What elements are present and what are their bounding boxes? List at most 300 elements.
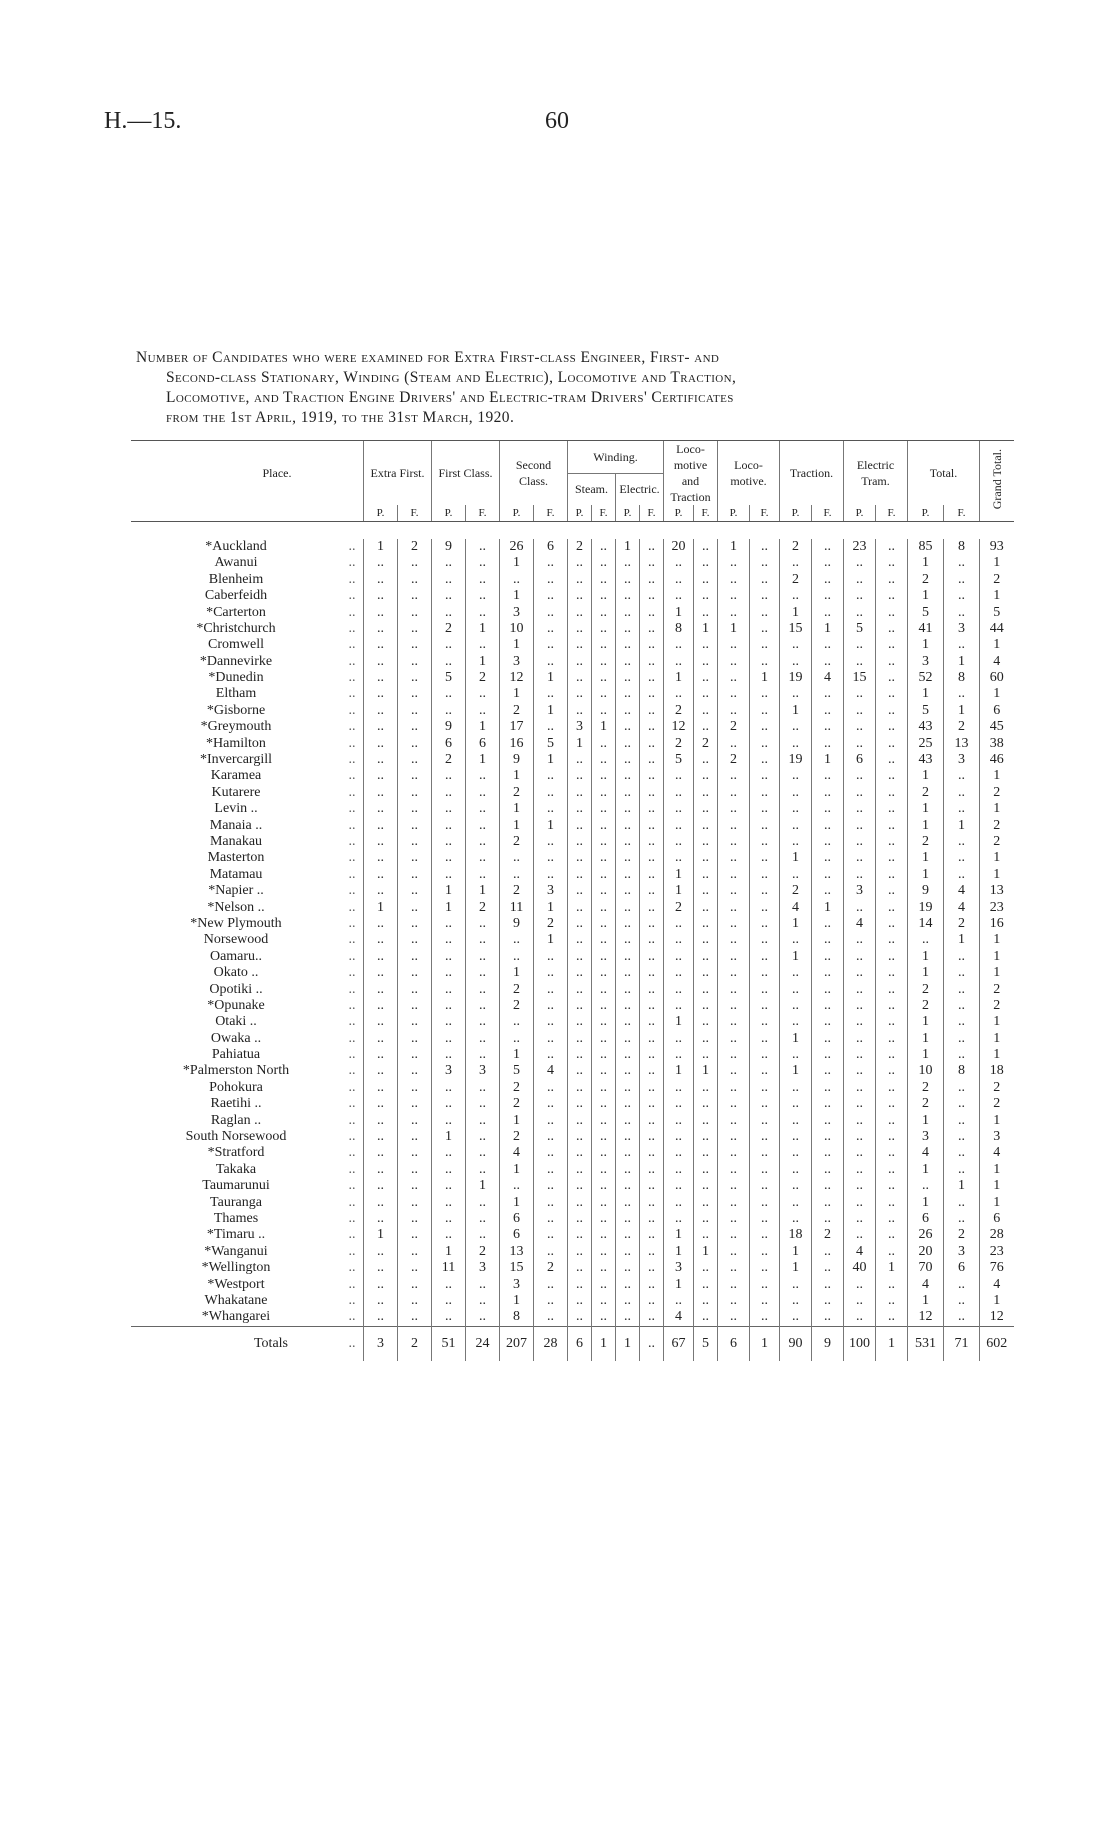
count-cell: .. [592, 981, 616, 997]
count-cell: .. [694, 670, 718, 686]
count-cell: .. [750, 949, 780, 965]
count-cell: .. [812, 1178, 844, 1194]
count-cell: .. [466, 1293, 500, 1309]
table-row [131, 1227, 1014, 1243]
count-cell: .. [616, 670, 640, 686]
count-cell: .. [750, 1129, 780, 1145]
count-cell: 1 [432, 883, 466, 899]
count-cell: .. [876, 1276, 908, 1292]
count-cell: .. [718, 555, 750, 571]
leader-dots: .. [348, 817, 356, 833]
count-cell: .. [592, 1178, 616, 1194]
leader-dots: .. [348, 735, 356, 751]
count-cell: 1 [908, 1014, 944, 1030]
count-cell: .. [640, 1309, 664, 1326]
count-cell: .. [664, 1211, 694, 1227]
count-cell: 40 [844, 1260, 876, 1276]
count-cell: .. [616, 1096, 640, 1112]
title-line: Second-class Stationary, Winding (Steam and Electric), Locomotive and Traction, [166, 369, 737, 386]
count-cell: .. [568, 1145, 592, 1161]
candidates-table [131, 440, 1014, 1361]
count-cell: .. [664, 1145, 694, 1161]
count-cell: .. [616, 752, 640, 768]
count-cell: 2 [500, 1129, 534, 1145]
count-cell: .. [568, 654, 592, 670]
count-cell: .. [568, 621, 592, 637]
count-cell: .. [812, 588, 844, 604]
count-cell: .. [844, 932, 876, 948]
count-cell: 2 [466, 670, 500, 686]
table-row [131, 916, 1014, 932]
count-cell: .. [640, 949, 664, 965]
count-cell: .. [718, 850, 750, 866]
grand-total-cell: 12 [980, 1309, 1014, 1326]
count-cell: .. [944, 1309, 980, 1326]
count-cell: .. [844, 965, 876, 981]
count-cell: .. [780, 801, 812, 817]
count-cell: .. [616, 621, 640, 637]
grand-total-cell: 2 [980, 1080, 1014, 1096]
grand-total-cell: 46 [980, 752, 1014, 768]
table-row [131, 1162, 1014, 1178]
count-cell: .. [750, 1227, 780, 1243]
table-row [131, 1129, 1014, 1145]
count-cell: .. [616, 686, 640, 702]
count-cell: .. [812, 981, 844, 997]
count-cell: .. [616, 1211, 640, 1227]
count-cell: 3 [908, 1129, 944, 1145]
count-cell: .. [364, 1309, 398, 1326]
count-cell: .. [750, 1014, 780, 1030]
count-cell: .. [466, 916, 500, 932]
header-loco-traction: Loco- motive and Traction [664, 441, 718, 506]
count-cell: .. [876, 621, 908, 637]
table-row [131, 998, 1014, 1014]
place-name: Thames [213, 1210, 259, 1226]
count-cell: .. [944, 1162, 980, 1178]
count-cell: .. [694, 1145, 718, 1161]
header-p: P. [718, 505, 750, 522]
count-cell: .. [780, 1145, 812, 1161]
count-cell: .. [944, 949, 980, 965]
count-cell: .. [364, 932, 398, 948]
count-cell: 2 [944, 916, 980, 932]
count-cell: .. [616, 801, 640, 817]
count-cell: .. [616, 965, 640, 981]
count-cell: 2 [908, 834, 944, 850]
count-cell: .. [750, 752, 780, 768]
count-cell: .. [718, 1112, 750, 1128]
count-cell: 12 [664, 719, 694, 735]
header-f: F. [466, 505, 500, 522]
count-cell: .. [534, 1129, 568, 1145]
count-cell: .. [812, 637, 844, 653]
count-cell: 14 [908, 916, 944, 932]
place-name: *Christchurch [196, 620, 276, 636]
count-cell: 5 [534, 735, 568, 751]
grand-total-cell: 2 [980, 834, 1014, 850]
place-name: Whakatane [204, 1292, 268, 1308]
count-cell: 1 [500, 555, 534, 571]
place-name: *Dunedin [208, 670, 264, 686]
count-cell: 1 [780, 1260, 812, 1276]
count-cell: .. [466, 768, 500, 784]
grand-total-cell: 38 [980, 735, 1014, 751]
count-cell: 8 [500, 1309, 534, 1326]
count-cell: .. [812, 801, 844, 817]
count-cell: .. [664, 965, 694, 981]
grand-total-cell: 1 [980, 1178, 1014, 1194]
count-cell: 3 [844, 883, 876, 899]
grand-total-cell: 1 [980, 1031, 1014, 1047]
count-cell: .. [750, 637, 780, 653]
count-cell: .. [750, 899, 780, 915]
count-cell: .. [616, 785, 640, 801]
count-cell: .. [780, 588, 812, 604]
page-reference: H.—15. [104, 108, 182, 134]
count-cell: .. [568, 637, 592, 653]
count-cell: .. [876, 981, 908, 997]
count-cell: .. [592, 1276, 616, 1292]
table-row [131, 1096, 1014, 1112]
count-cell: 2 [908, 572, 944, 588]
count-cell: .. [876, 735, 908, 751]
count-cell: .. [640, 785, 664, 801]
count-cell: .. [616, 850, 640, 866]
count-cell: 1 [364, 1227, 398, 1243]
header-total: Total. [908, 441, 980, 506]
count-cell: .. [640, 998, 664, 1014]
count-cell: .. [466, 1080, 500, 1096]
count-cell: .. [534, 1031, 568, 1047]
count-cell: .. [780, 555, 812, 571]
count-cell: .. [640, 1129, 664, 1145]
count-cell: .. [466, 785, 500, 801]
count-cell: .. [944, 785, 980, 801]
grand-total-cell: 602 [980, 1326, 1014, 1361]
count-cell: 25 [908, 735, 944, 751]
count-cell: .. [568, 572, 592, 588]
table-row [131, 1194, 1014, 1210]
count-cell: .. [750, 834, 780, 850]
place-name: Eltham [215, 686, 257, 702]
leader-dots: .. [348, 752, 356, 768]
count-cell: .. [592, 703, 616, 719]
count-cell: .. [568, 1096, 592, 1112]
count-cell: .. [432, 998, 466, 1014]
count-cell: .. [640, 539, 664, 555]
count-cell: 12 [908, 1309, 944, 1326]
count-cell: .. [398, 768, 432, 784]
count-cell: 1 [432, 899, 466, 915]
count-cell: 2 [398, 539, 432, 555]
count-cell: 1 [908, 965, 944, 981]
count-cell: .. [944, 1112, 980, 1128]
header-p: P. [780, 505, 812, 522]
table-row [131, 555, 1014, 571]
count-cell: .. [592, 1194, 616, 1210]
count-cell: .. [750, 998, 780, 1014]
grand-total-cell: 1 [980, 1014, 1014, 1030]
count-cell: .. [534, 1096, 568, 1112]
count-cell: 1 [876, 1326, 908, 1361]
count-cell: .. [398, 670, 432, 686]
count-cell: .. [664, 916, 694, 932]
header-winding: Winding. [568, 441, 664, 474]
leader-dots: .. [348, 1161, 356, 1177]
count-cell: .. [780, 654, 812, 670]
place-name: Kutarere [211, 784, 261, 800]
count-cell: .. [876, 1031, 908, 1047]
count-cell: .. [592, 850, 616, 866]
count-cell: .. [812, 1031, 844, 1047]
count-cell: .. [432, 867, 466, 883]
place-name: *Invercargill [199, 752, 273, 768]
count-cell: .. [664, 1162, 694, 1178]
grand-total-cell: 6 [980, 1211, 1014, 1227]
count-cell: .. [364, 1080, 398, 1096]
leader-dots: .. [348, 588, 356, 604]
count-cell: .. [364, 916, 398, 932]
count-cell: .. [718, 703, 750, 719]
count-cell: .. [616, 1227, 640, 1243]
leader-dots: .. [348, 1145, 356, 1161]
count-cell: 6 [466, 735, 500, 751]
header-row [131, 441, 1014, 474]
count-cell: .. [398, 998, 432, 1014]
count-cell: .. [876, 719, 908, 735]
count-cell: .. [568, 981, 592, 997]
count-cell: .. [466, 555, 500, 571]
count-cell: .. [500, 1178, 534, 1194]
count-cell: 2 [908, 981, 944, 997]
header-f: F. [750, 505, 780, 522]
count-cell: .. [876, 572, 908, 588]
count-cell: .. [364, 752, 398, 768]
count-cell: 1 [944, 654, 980, 670]
table-row [131, 834, 1014, 850]
leader-dots: .. [348, 850, 356, 866]
count-cell: .. [664, 1047, 694, 1063]
count-cell: 1 [534, 752, 568, 768]
count-cell: 1 [466, 1178, 500, 1194]
count-cell: .. [876, 1293, 908, 1309]
count-cell: .. [664, 834, 694, 850]
leader-dots: .. [348, 883, 356, 899]
count-cell: .. [694, 916, 718, 932]
count-cell: .. [432, 588, 466, 604]
count-cell: .. [718, 883, 750, 899]
count-cell: .. [616, 949, 640, 965]
header-f: F. [812, 505, 844, 522]
grand-total-cell: 93 [980, 539, 1014, 555]
count-cell: .. [694, 949, 718, 965]
count-cell: .. [876, 850, 908, 866]
table-row [131, 1293, 1014, 1309]
header-f: F. [640, 505, 664, 522]
grand-total-cell: 60 [980, 670, 1014, 686]
table-row [131, 621, 1014, 637]
leader-dots: .. [348, 1260, 356, 1276]
count-cell: .. [876, 1129, 908, 1145]
place-name: *Dannevirke [199, 653, 273, 669]
count-cell: 2 [466, 1244, 500, 1260]
count-cell: .. [780, 834, 812, 850]
count-cell: .. [844, 1096, 876, 1112]
count-cell: 3 [500, 654, 534, 670]
leader-dots: .. [348, 620, 356, 636]
place-name: *Greymouth [200, 719, 272, 735]
count-cell: .. [812, 850, 844, 866]
leader-dots: .. [348, 653, 356, 669]
count-cell: 2 [718, 752, 750, 768]
count-cell: 1 [694, 1063, 718, 1079]
count-cell: .. [534, 588, 568, 604]
grand-total-cell: 16 [980, 916, 1014, 932]
header-f: F. [694, 505, 718, 522]
count-cell: .. [432, 1014, 466, 1030]
count-cell: .. [466, 1047, 500, 1063]
header-p: P. [568, 505, 592, 522]
table-row [131, 932, 1014, 948]
count-cell: 28 [534, 1326, 568, 1361]
count-cell: .. [534, 1293, 568, 1309]
count-cell: 1 [780, 1244, 812, 1260]
count-cell: .. [694, 719, 718, 735]
header-p: P. [500, 505, 534, 522]
count-cell: .. [364, 1031, 398, 1047]
count-cell: 4 [944, 899, 980, 915]
header-f: F. [534, 505, 568, 522]
header-locomotive: Loco- motive. [718, 441, 780, 506]
count-cell: .. [694, 785, 718, 801]
count-cell: .. [640, 1260, 664, 1276]
count-cell: 1 [592, 719, 616, 735]
count-cell: .. [718, 949, 750, 965]
count-cell: .. [718, 1129, 750, 1145]
count-cell: 16 [500, 735, 534, 751]
place-name: Takaka [215, 1161, 257, 1177]
count-cell: 2 [432, 621, 466, 637]
count-cell: .. [364, 965, 398, 981]
count-cell: .. [694, 1309, 718, 1326]
count-cell: 2 [780, 572, 812, 588]
count-cell: .. [398, 1178, 432, 1194]
place-name: *Opunake [207, 997, 265, 1013]
header-p: P. [908, 505, 944, 522]
count-cell: .. [694, 654, 718, 670]
count-cell: 1 [908, 768, 944, 784]
count-cell: .. [534, 654, 568, 670]
count-cell: .. [718, 1080, 750, 1096]
count-cell: .. [398, 1096, 432, 1112]
count-cell: .. [592, 735, 616, 751]
count-cell: .. [466, 949, 500, 965]
count-cell: .. [534, 1112, 568, 1128]
count-cell: .. [664, 932, 694, 948]
count-cell: .. [876, 1145, 908, 1161]
count-cell: 11 [500, 899, 534, 915]
table-row [131, 850, 1014, 866]
count-cell: .. [876, 1047, 908, 1063]
grand-total-cell: 4 [980, 1145, 1014, 1161]
count-cell: 1 [616, 539, 640, 555]
count-cell: .. [664, 949, 694, 965]
leader-dots: .. [348, 981, 356, 997]
leader-dots: .. [348, 1030, 356, 1046]
count-cell: .. [534, 850, 568, 866]
count-cell: .. [466, 1112, 500, 1128]
count-cell: .. [364, 834, 398, 850]
count-cell: .. [640, 899, 664, 915]
count-cell: .. [398, 1293, 432, 1309]
count-cell: .. [750, 686, 780, 702]
count-cell: 1 [592, 1326, 616, 1361]
count-cell: .. [844, 1080, 876, 1096]
count-cell: .. [844, 588, 876, 604]
count-cell: .. [432, 1293, 466, 1309]
count-cell: .. [780, 1096, 812, 1112]
count-cell: .. [640, 1063, 664, 1079]
table-row [131, 1063, 1014, 1079]
count-cell: .. [364, 604, 398, 620]
count-cell: 4 [534, 1063, 568, 1079]
count-cell: 1 [944, 932, 980, 948]
count-cell: .. [592, 1014, 616, 1030]
count-cell: .. [534, 637, 568, 653]
count-cell: 24 [466, 1326, 500, 1361]
count-cell: .. [694, 1129, 718, 1145]
count-cell: .. [466, 637, 500, 653]
place-name: Raglan .. [210, 1112, 262, 1128]
count-cell: .. [432, 850, 466, 866]
count-cell: 43 [908, 719, 944, 735]
count-cell: .. [398, 965, 432, 981]
header-p: P. [664, 505, 694, 522]
count-cell: .. [398, 1080, 432, 1096]
count-cell: .. [432, 637, 466, 653]
count-cell: .. [616, 654, 640, 670]
count-cell: .. [398, 1047, 432, 1063]
count-cell: .. [364, 785, 398, 801]
count-cell: 1 [500, 768, 534, 784]
count-cell: .. [718, 1293, 750, 1309]
count-cell: .. [844, 555, 876, 571]
count-cell: .. [640, 981, 664, 997]
count-cell: .. [534, 1309, 568, 1326]
count-cell: .. [534, 785, 568, 801]
count-cell: .. [718, 1309, 750, 1326]
count-cell: .. [432, 834, 466, 850]
count-cell: 2 [500, 834, 534, 850]
count-cell: .. [592, 817, 616, 833]
count-cell: 19 [780, 670, 812, 686]
count-cell: .. [718, 670, 750, 686]
count-cell: .. [812, 965, 844, 981]
count-cell: .. [640, 867, 664, 883]
grand-total-cell: 1 [980, 768, 1014, 784]
count-cell: 5 [664, 752, 694, 768]
count-cell: .. [398, 555, 432, 571]
count-cell: 1 [908, 588, 944, 604]
count-cell: .. [640, 637, 664, 653]
count-cell: .. [364, 1145, 398, 1161]
count-cell: .. [398, 1014, 432, 1030]
count-cell: .. [812, 1244, 844, 1260]
count-cell: .. [568, 588, 592, 604]
count-cell: .. [694, 981, 718, 997]
count-cell: .. [640, 670, 664, 686]
